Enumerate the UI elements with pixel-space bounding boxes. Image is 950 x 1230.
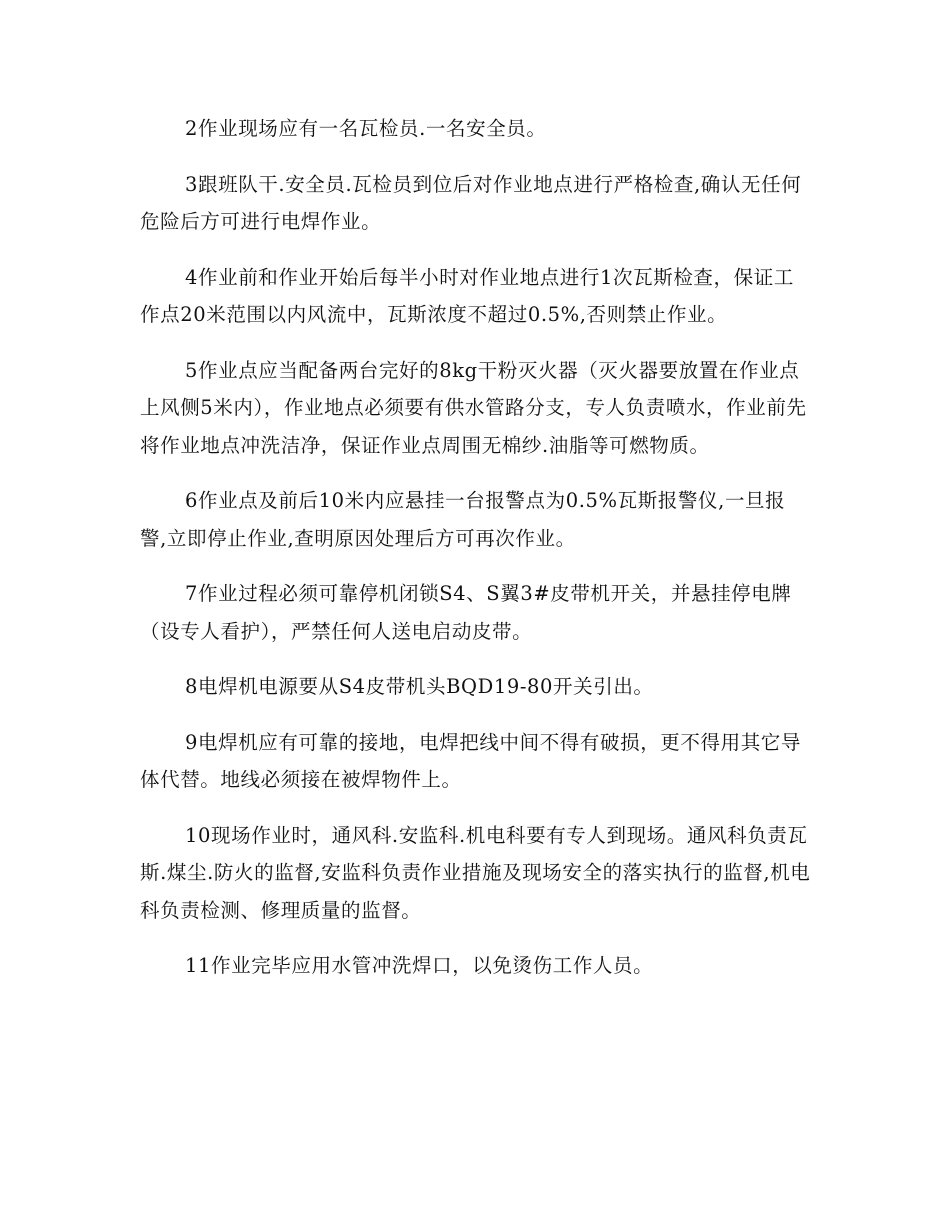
paragraph-item-7: 7作业过程必须可靠停机闭锁S4、S翼3#皮带机开关，并悬挂停电牌（设专人看护），严禁任何人送电启动皮带。: [140, 582, 792, 643]
paragraph-item-2: 2作业现场应有一名瓦检员.一名安全员。: [185, 117, 547, 140]
paragraph-item-3: 3跟班队干.安全员.瓦检员到位后对作业地点进行严格检查,确认无任何危险后方可进行电焊作业。: [140, 172, 802, 233]
paragraph-item-10: 10现场作业时，通风科.安监科.机电科要有专人到现场。通风科负责瓦斯.煤尘.防火的监督,安监科负责作业措施及现场安全的落实执行的监督,机电科负责检测、修理质量的监督。: [140, 823, 811, 922]
paragraph-item-11: 11作业完毕应用水管冲洗焊口，以免烫伤工作人员。: [185, 954, 654, 977]
paragraph-item-5: 5作业点应当配备两台完好的8kg干粉灭火器（灭火器要放置在作业点上风侧5米内），作业地点必须要有供水管路分支，专人负责喷水，作业前先将作业地点冲洗洁净，保证作业点周围无棉纱.油脂等可燃物质。: [140, 358, 807, 457]
document-body: [140, 110, 812, 985]
paragraph-item-6: 6作业点及前后10米内应悬挂一台报警点为0.5%瓦斯报警仪,一旦报警,立即停止作业,查明原因处理后方可再次作业。: [140, 489, 786, 550]
paragraph-item-8: 8电焊机电源要从S4皮带机头BQD19-80开关引出。: [185, 675, 654, 698]
paragraph-item-4: 4作业前和作业开始后每半小时对作业地点进行1次瓦斯检查，保证工作点20米范围以内风流中，瓦斯浓度不超过0.5%,否则禁止作业。: [140, 265, 794, 326]
paragraph-item-9: 9电焊机应有可靠的接地，电焊把线中间不得有破损，更不得用其它导体代替。地线必须接在被焊物件上。: [140, 730, 802, 791]
